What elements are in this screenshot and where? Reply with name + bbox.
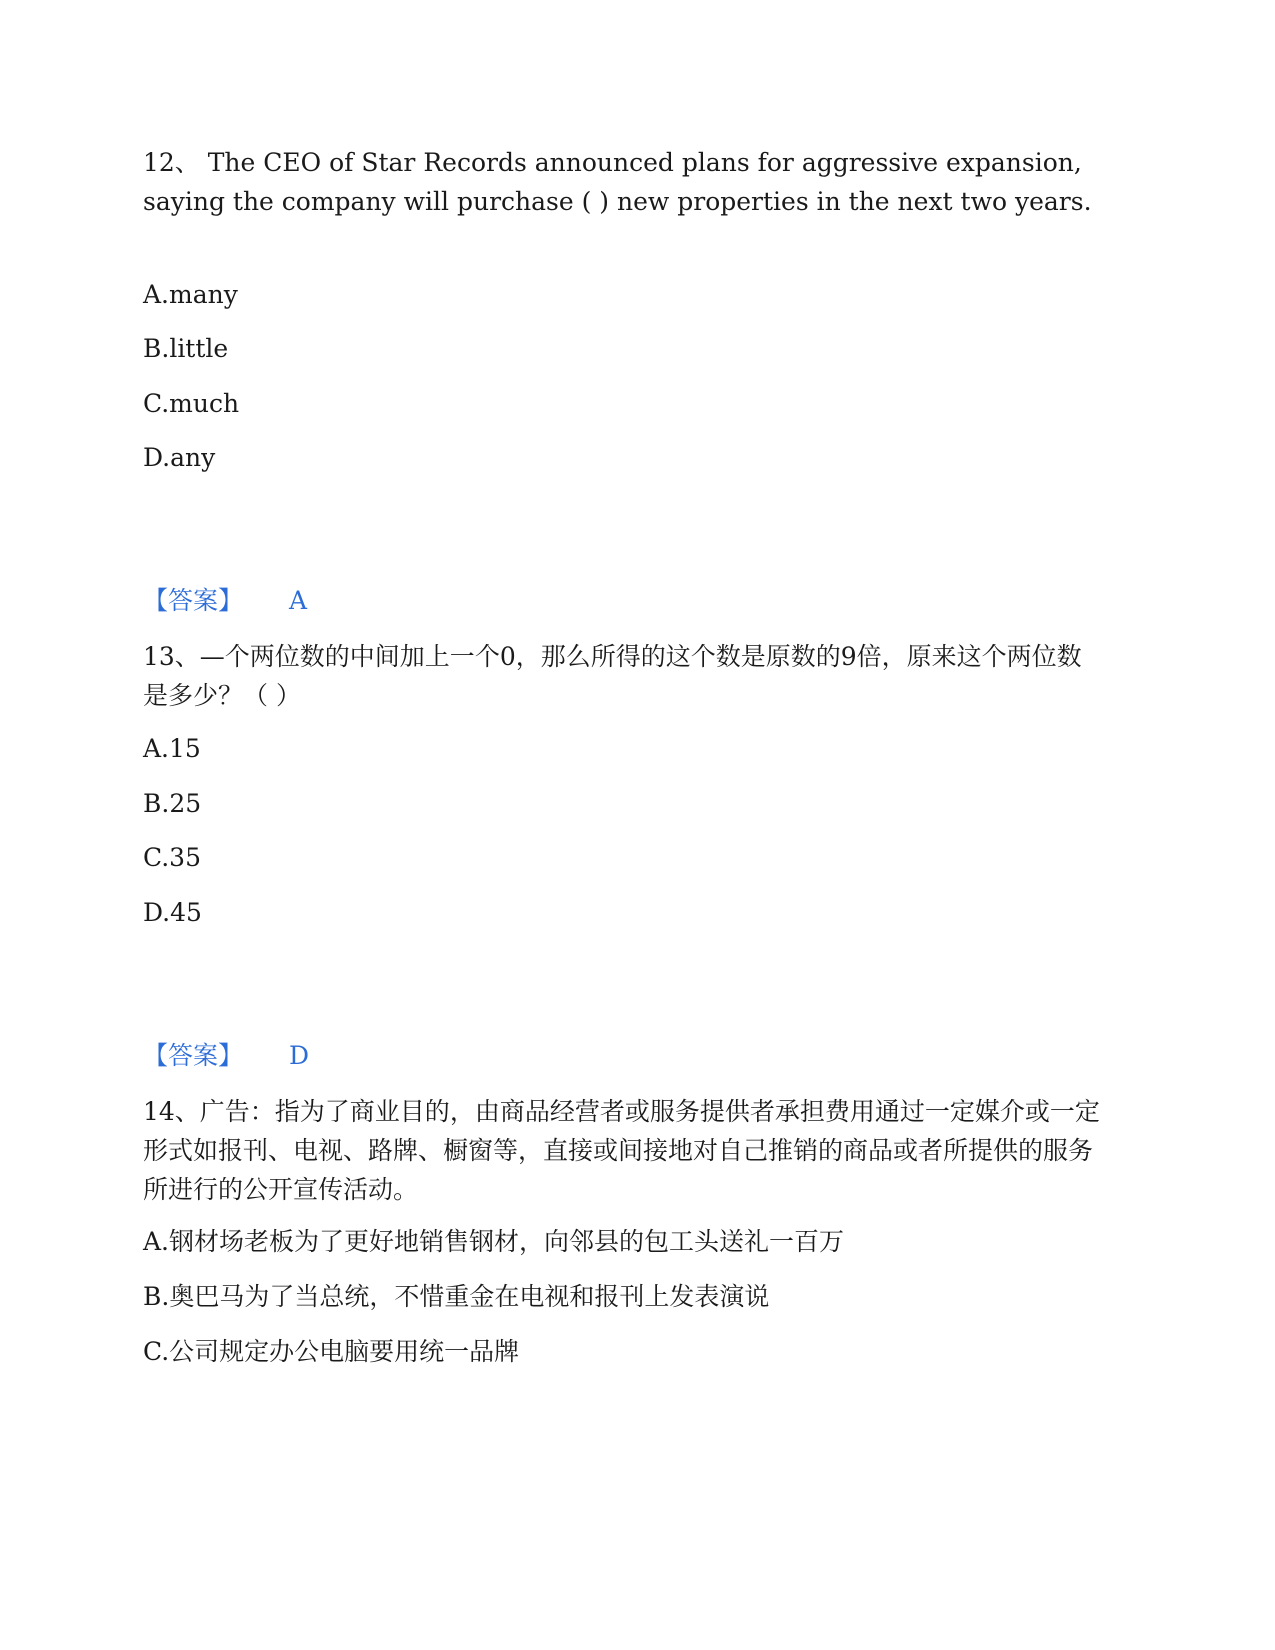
answer-value: D xyxy=(289,1041,310,1070)
answer-12 xyxy=(143,585,307,617)
answer-label: 【答案】 xyxy=(143,586,244,615)
answer-label: 【答案】 xyxy=(143,1041,244,1070)
option-b: B.25 xyxy=(143,789,202,818)
option-b: B.little xyxy=(143,334,229,363)
option-d: D.any xyxy=(143,443,216,472)
option-c: C.35 xyxy=(143,843,201,872)
question-stem: 14、广告：指为了商业目的，由商品经营者或服务提供者承担费用通过一定媒介或一定形式如报刊、电视、路牌、橱窗等，直接或间接地对自己推销的商品或者所提供的服务所进行的公开宣传活动。 xyxy=(143,1097,1100,1204)
option-a: A.many xyxy=(143,280,238,309)
question-14 xyxy=(143,1092,1103,1382)
question-stem: 13、—个两位数的中间加上一个0，那么所得的这个数是原数的9倍，原来这个两位数是多少？（ ） xyxy=(143,642,1082,710)
option-c: C.公司规定办公电脑要用统一品牌 xyxy=(143,1337,520,1366)
option-a: A.15 xyxy=(143,734,201,763)
option-a: A.钢材场老板为了更好地销售钢材，向邻县的包工头送礼一百万 xyxy=(143,1227,845,1256)
question-stem: 12、 The CEO of Star Records announced plans for aggressive expansion, saying the company will purchase ( ) new properties in the next two years. xyxy=(143,148,1092,216)
option-b: B.奥巴马为了当总统，不惜重金在电视和报刊上发表演说 xyxy=(143,1282,770,1311)
answer-13 xyxy=(143,1040,309,1072)
option-c: C.much xyxy=(143,389,240,418)
option-d: D.45 xyxy=(143,898,202,927)
answer-value: A xyxy=(289,586,308,615)
question-12 xyxy=(143,143,1103,493)
question-13 xyxy=(143,637,1103,937)
